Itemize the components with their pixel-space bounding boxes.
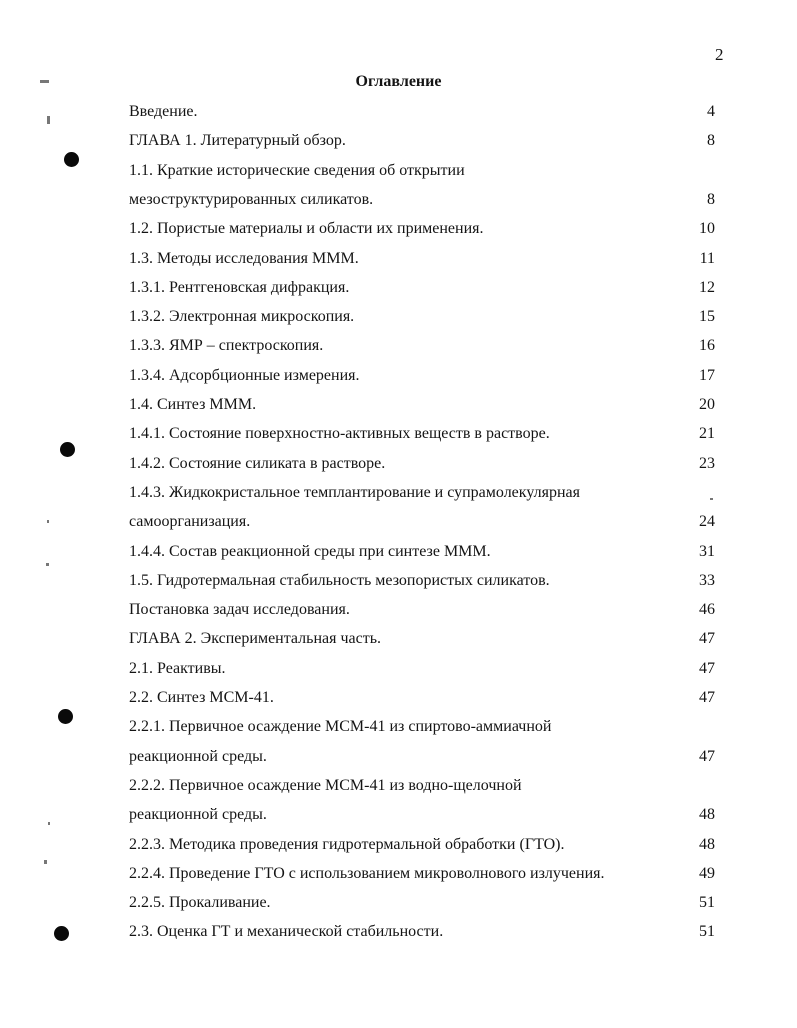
toc-entry — [129, 277, 715, 299]
toc-entry — [129, 306, 715, 328]
toc-entry-text: 2.2. Синтез МСМ-41. — [129, 689, 274, 706]
toc-entry-page: 15 — [699, 308, 715, 326]
toc-entry — [129, 394, 715, 416]
toc-entry-text: 2.1. Реактивы. — [129, 659, 226, 677]
scan-speck — [46, 563, 49, 566]
toc-entry — [129, 189, 715, 211]
punch-hole — [54, 926, 69, 941]
scan-speck — [710, 498, 713, 500]
toc-entry — [129, 570, 715, 592]
toc-entry — [129, 775, 715, 797]
toc-entry-text: 1.4.4. Состав реакционной среды при синтезе МММ. — [129, 542, 491, 560]
punch-hole — [64, 152, 79, 167]
toc-entry — [129, 423, 715, 445]
toc-entry-page: 20 — [699, 396, 715, 413]
toc-entry-text: 1.5. Гидротермальная стабильность мезопористых силикатов. — [129, 571, 550, 589]
toc-entry-page: 10 — [699, 220, 715, 238]
toc-entry-text: ГЛАВА 1. Литературный обзор. — [129, 132, 346, 150]
toc-entry — [129, 892, 715, 914]
toc-entry-text: 1.4.1. Состояние поверхностно-активных веществ в растворе. — [129, 425, 550, 443]
toc-entry — [129, 921, 715, 943]
scan-speck — [40, 80, 49, 83]
toc-entry-text: Постановка задач исследования. — [129, 601, 350, 619]
scan-speck — [44, 860, 47, 864]
toc-entry-text: 2.2.1. Первичное осаждение МСМ-41 из спиртово-аммиачной — [129, 718, 552, 736]
toc-entry — [129, 658, 715, 680]
toc-entry — [129, 804, 715, 826]
scan-speck — [47, 520, 49, 523]
toc-entry-text: 1.4. Синтез МММ. — [129, 396, 257, 413]
toc-entry-text: реакционной среды. — [129, 806, 267, 824]
page-number: 2 — [715, 45, 724, 64]
toc-entry — [129, 365, 715, 387]
toc-entry-text: 2.2.5. Прокаливание. — [129, 894, 271, 912]
toc-entry-page: 17 — [699, 366, 715, 384]
toc-entry-text: 1.3. Методы исследования МММ. — [129, 249, 359, 267]
toc-entry — [129, 453, 715, 475]
toc-entry — [129, 482, 715, 504]
toc-entry — [129, 746, 715, 768]
toc-entry-page: 48 — [699, 806, 715, 824]
toc-entry-page: 47 — [699, 659, 715, 677]
toc-entry-text: 1.3.4. Адсорбционные измерения. — [129, 366, 360, 384]
toc-entry-page: 8 — [707, 132, 715, 150]
toc-entry-text: 2.2.3. Методика проведения гидротермальной обработки (ГТО). — [129, 835, 565, 853]
toc-entry-page: 51 — [699, 923, 715, 941]
toc-entry-page: 11 — [699, 249, 715, 267]
toc-entry-text: 1.3.1. Рентгеновская дифракция. — [129, 278, 350, 296]
toc-entry-page: 16 — [699, 337, 715, 355]
toc-entry-page: 49 — [699, 864, 715, 882]
toc-entry-page: 23 — [699, 454, 715, 472]
toc-entry — [129, 160, 715, 182]
toc-entry — [129, 511, 715, 533]
toc-entry-text: 2.2.2. Первичное осаждение МСМ-41 из водно-щелочной — [129, 776, 522, 794]
toc-entry-text: 1.3.2. Электронная микроскопия. — [129, 308, 355, 326]
toc-entry-text: 1.4.3. Жидкокристальное темплантирование и супрамолекулярная — [129, 483, 580, 501]
toc-entry-text: 1.4.2. Состояние силиката в растворе. — [129, 454, 386, 472]
punch-hole — [58, 709, 73, 724]
toc-entry-page: 21 — [699, 425, 715, 443]
toc-entry — [129, 628, 715, 650]
toc-entry-page: 47 — [699, 747, 715, 765]
toc-entry — [129, 687, 715, 709]
toc-entry — [129, 863, 715, 885]
toc-entry-page: 31 — [699, 542, 715, 560]
toc-entry-page: 47 — [699, 630, 715, 648]
toc-entry-page: 46 — [699, 601, 715, 619]
toc-entry — [129, 834, 715, 856]
toc-entry-page: 4 — [707, 103, 715, 120]
toc-entry-text: 1.2. Пористые материалы и области их применения. — [129, 220, 484, 238]
toc-entry — [129, 716, 715, 738]
toc-entry-text: мезоструктурированных силикатов. — [129, 190, 374, 208]
toc-entry — [129, 218, 715, 240]
toc-entry — [129, 335, 715, 357]
toc-entry-page: 47 — [699, 689, 715, 706]
toc-entry-page: 48 — [699, 835, 715, 853]
toc-entry-text: 1.1. Краткие исторические сведения об открытии — [129, 161, 465, 179]
scan-speck — [48, 822, 50, 825]
toc-entry-text: 1.3.3. ЯМР – спектроскопия. — [129, 337, 324, 355]
punch-hole — [60, 442, 75, 457]
toc-entry-page: 12 — [699, 278, 715, 296]
toc-entry-page: 51 — [699, 894, 715, 912]
toc-entry — [129, 101, 715, 123]
toc-entry-page: 24 — [699, 513, 715, 531]
toc-entry-page: 33 — [699, 571, 715, 589]
toc-entry — [129, 541, 715, 563]
toc-entry — [129, 248, 715, 270]
toc-entry-page: 8 — [707, 190, 715, 208]
toc-entry-text: ГЛАВА 2. Экспериментальная часть. — [129, 630, 381, 648]
toc-entry-text: 2.3. Оценка ГТ и механической стабильности. — [129, 923, 444, 941]
toc-entry — [129, 599, 715, 621]
toc-entry-text: 2.2.4. Проведение ГТО с использованием микроволнового излучения. — [129, 864, 605, 882]
toc-entry — [129, 130, 715, 152]
toc-title: Оглавление — [355, 73, 442, 90]
toc-entry-text: самоорганизация. — [129, 513, 251, 531]
toc-entry-text: реакционной среды. — [129, 747, 267, 765]
toc-entry-text: Введение. — [129, 103, 198, 120]
scan-speck — [47, 116, 50, 124]
